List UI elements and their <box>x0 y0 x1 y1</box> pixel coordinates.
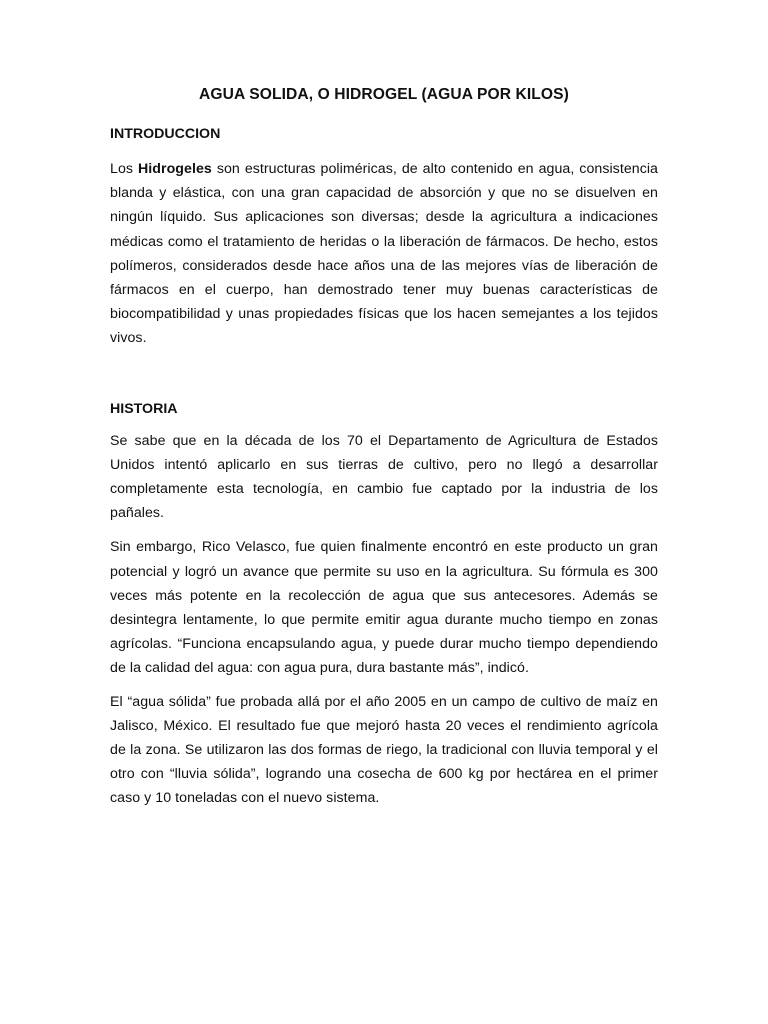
historia-paragraph-3: El “agua sólida” fue probada allá por el año 2005 en un campo de cultivo de maíz en Jalisco, México. El resultado fue que mejoró hasta 20 veces el rendimiento agrícola de la zona. Se utilizaron las dos formas de riego, la tradicional con lluvia temporal y el otro con “lluvia sólida”, logrando una cosecha de 600 kg por hectárea en el primer caso y 10 toneladas con el nuevo sistema. <box>110 693 658 807</box>
document-title: AGUA SOLIDA, O HIDROGEL (AGUA POR KILOS) <box>199 86 569 103</box>
historia-paragraph-1: Se sabe que en la década de los 70 el Departamento de Agricultura de Estados Unidos intentó aplicarlo en sus tierras de cultivo, pero no llegó a desarrollar completamente esta tecnología, en cambio fue captado por la industria de los pañales. <box>110 432 658 522</box>
intro-paragraph <box>110 157 658 351</box>
intro-lead-text: Los <box>110 161 139 177</box>
hidrogeles-term: Hidrogeles <box>138 161 212 177</box>
section-heading-introduccion: INTRODUCCION <box>110 126 221 142</box>
intro-body-text: son estructuras poliméricas, de alto contenido en agua, consistencia blanda y elástica, con una gran capacidad de absorción y que no se disuelven en ningún líquido. Sus aplicaciones son diversas; desde la agricultura a indicaciones médicas como el tratamiento de heridas o la liberación de fármacos. De hecho, estos polímeros, considerados desde hace años una de las mejores vías de liberación de fármacos en el cuerpo, han demostrado tener muy buenas características de biocompatibilidad y unas propiedades físicas que los hacen semejantes a los tejidos vivos. <box>110 161 658 347</box>
document-body <box>110 84 658 811</box>
historia-paragraph-2: Sin embargo, Rico Velasco, fue quien finalmente encontró en este producto un gran potencial y logró un avance que permite su uso en la agricultura. Su fórmula es 300 veces más potente en la recolección de agua que sus antecesores. Además se desintegra lentamente, lo que permite emitir agua durante mucho tiempo en zonas agrícolas. “Funciona encapsulando agua, y puede durar mucho tiempo dependiendo de la calidad del agua: con agua pura, dura bastante más”, indicó. <box>110 539 658 677</box>
section-heading-historia: HISTORIA <box>110 400 178 417</box>
